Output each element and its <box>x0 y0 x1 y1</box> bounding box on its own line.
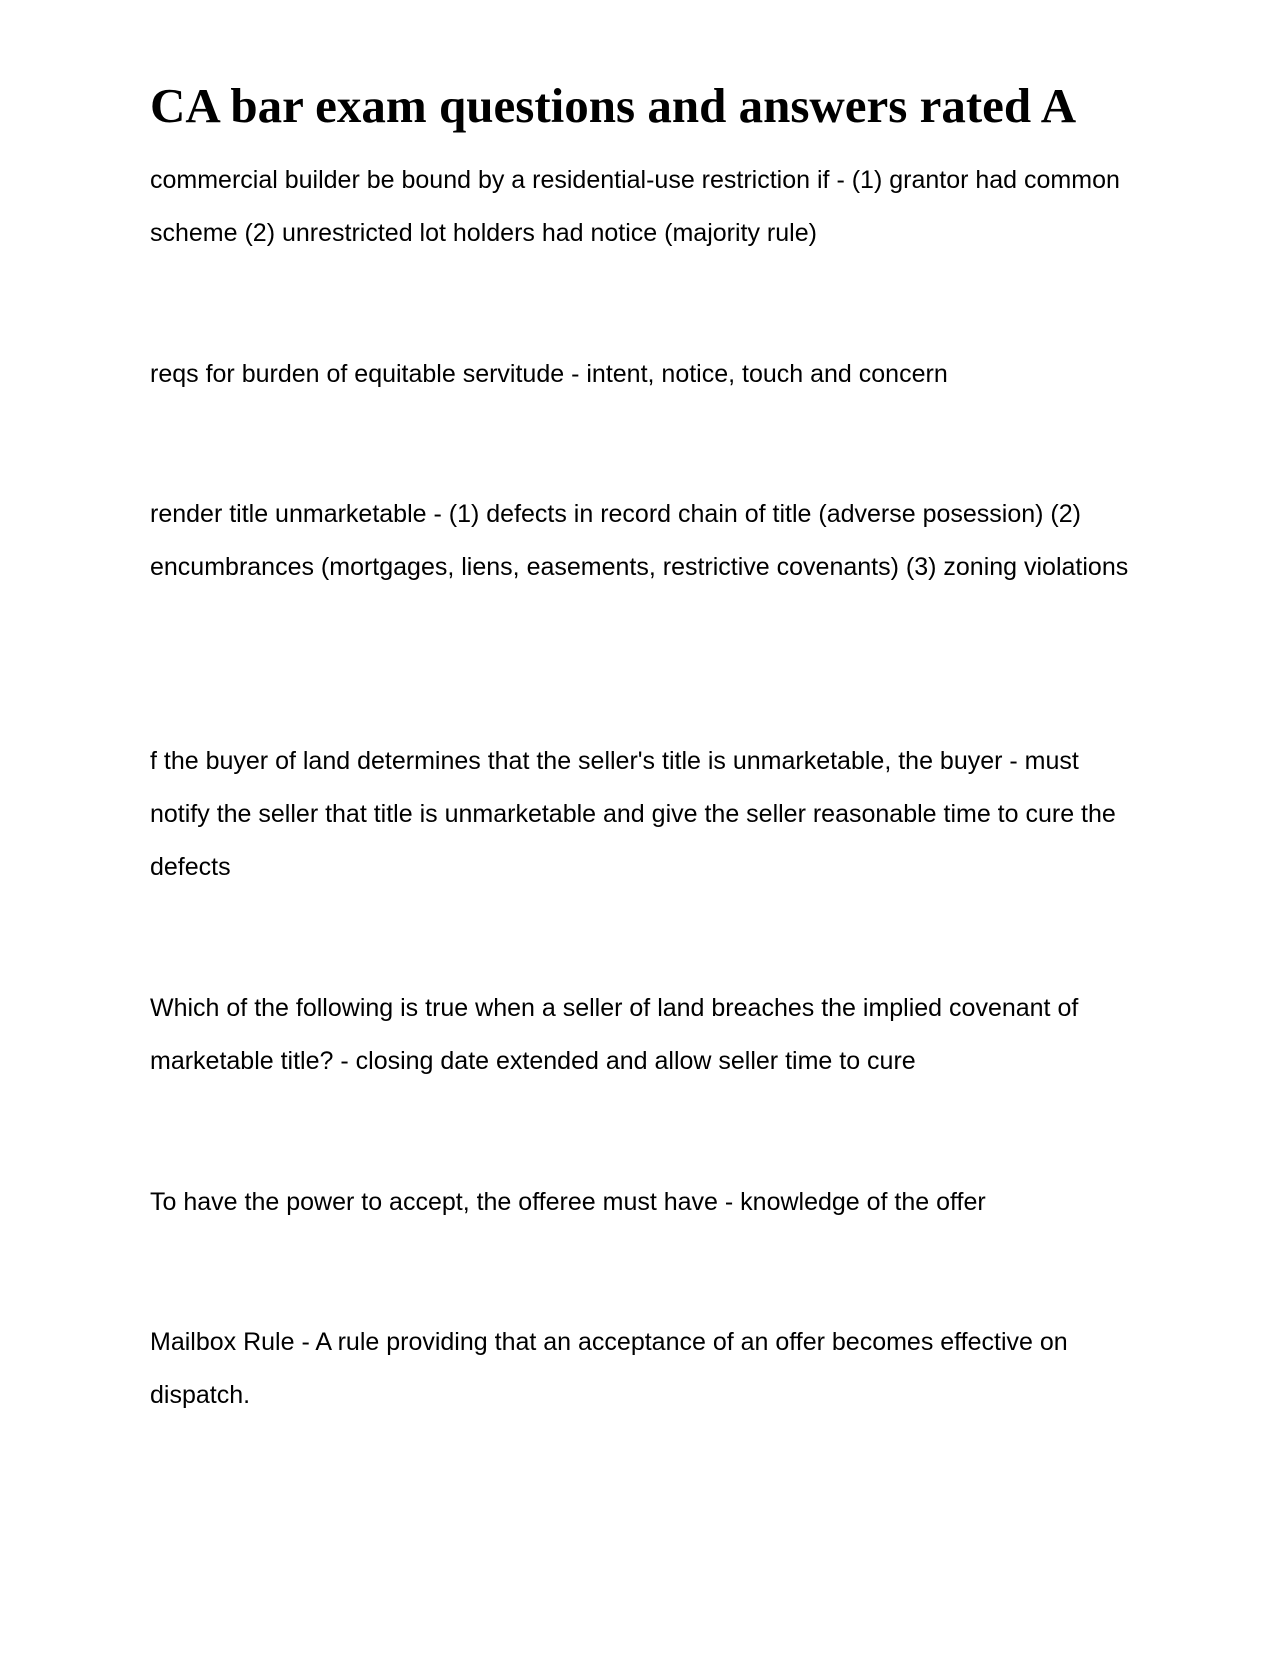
qa-entry-mailbox-rule: Mailbox Rule - A rule providing that an acceptance of an offer becomes effective on dispatch. <box>150 1328 1068 1409</box>
qa-entry-restriction: commercial builder be bound by a residential-use restriction if - (1) grantor had common scheme (2) unrestricted lot holders had notice (majority rule) <box>150 166 1120 247</box>
qa-entry-power-to-accept: To have the power to accept, the offeree must have - knowledge of the offer <box>150 1188 986 1216</box>
document-title: CA bar exam questions and answers rated A <box>150 78 1077 133</box>
qa-entry-unmarketable-title: render title unmarketable - (1) defects in record chain of title (adverse posession) (2) encumbrances (mortgages, liens, easements, restrictive covenants) (3) zoning violations <box>150 500 1129 581</box>
qa-entry-implied-covenant: Which of the following is true when a seller of land breaches the implied covenant of marketable title? - closing date extended and allow seller time to cure <box>150 994 1079 1075</box>
qa-entry-equitable-servitude: reqs for burden of equitable servitude - intent, notice, touch and concern <box>150 360 948 388</box>
qa-entry-buyer-notice: f the buyer of land determines that the seller's title is unmarketable, the buyer - must notify the seller that title is unmarketable and give the seller reasonable time to cure the defects <box>150 747 1116 881</box>
